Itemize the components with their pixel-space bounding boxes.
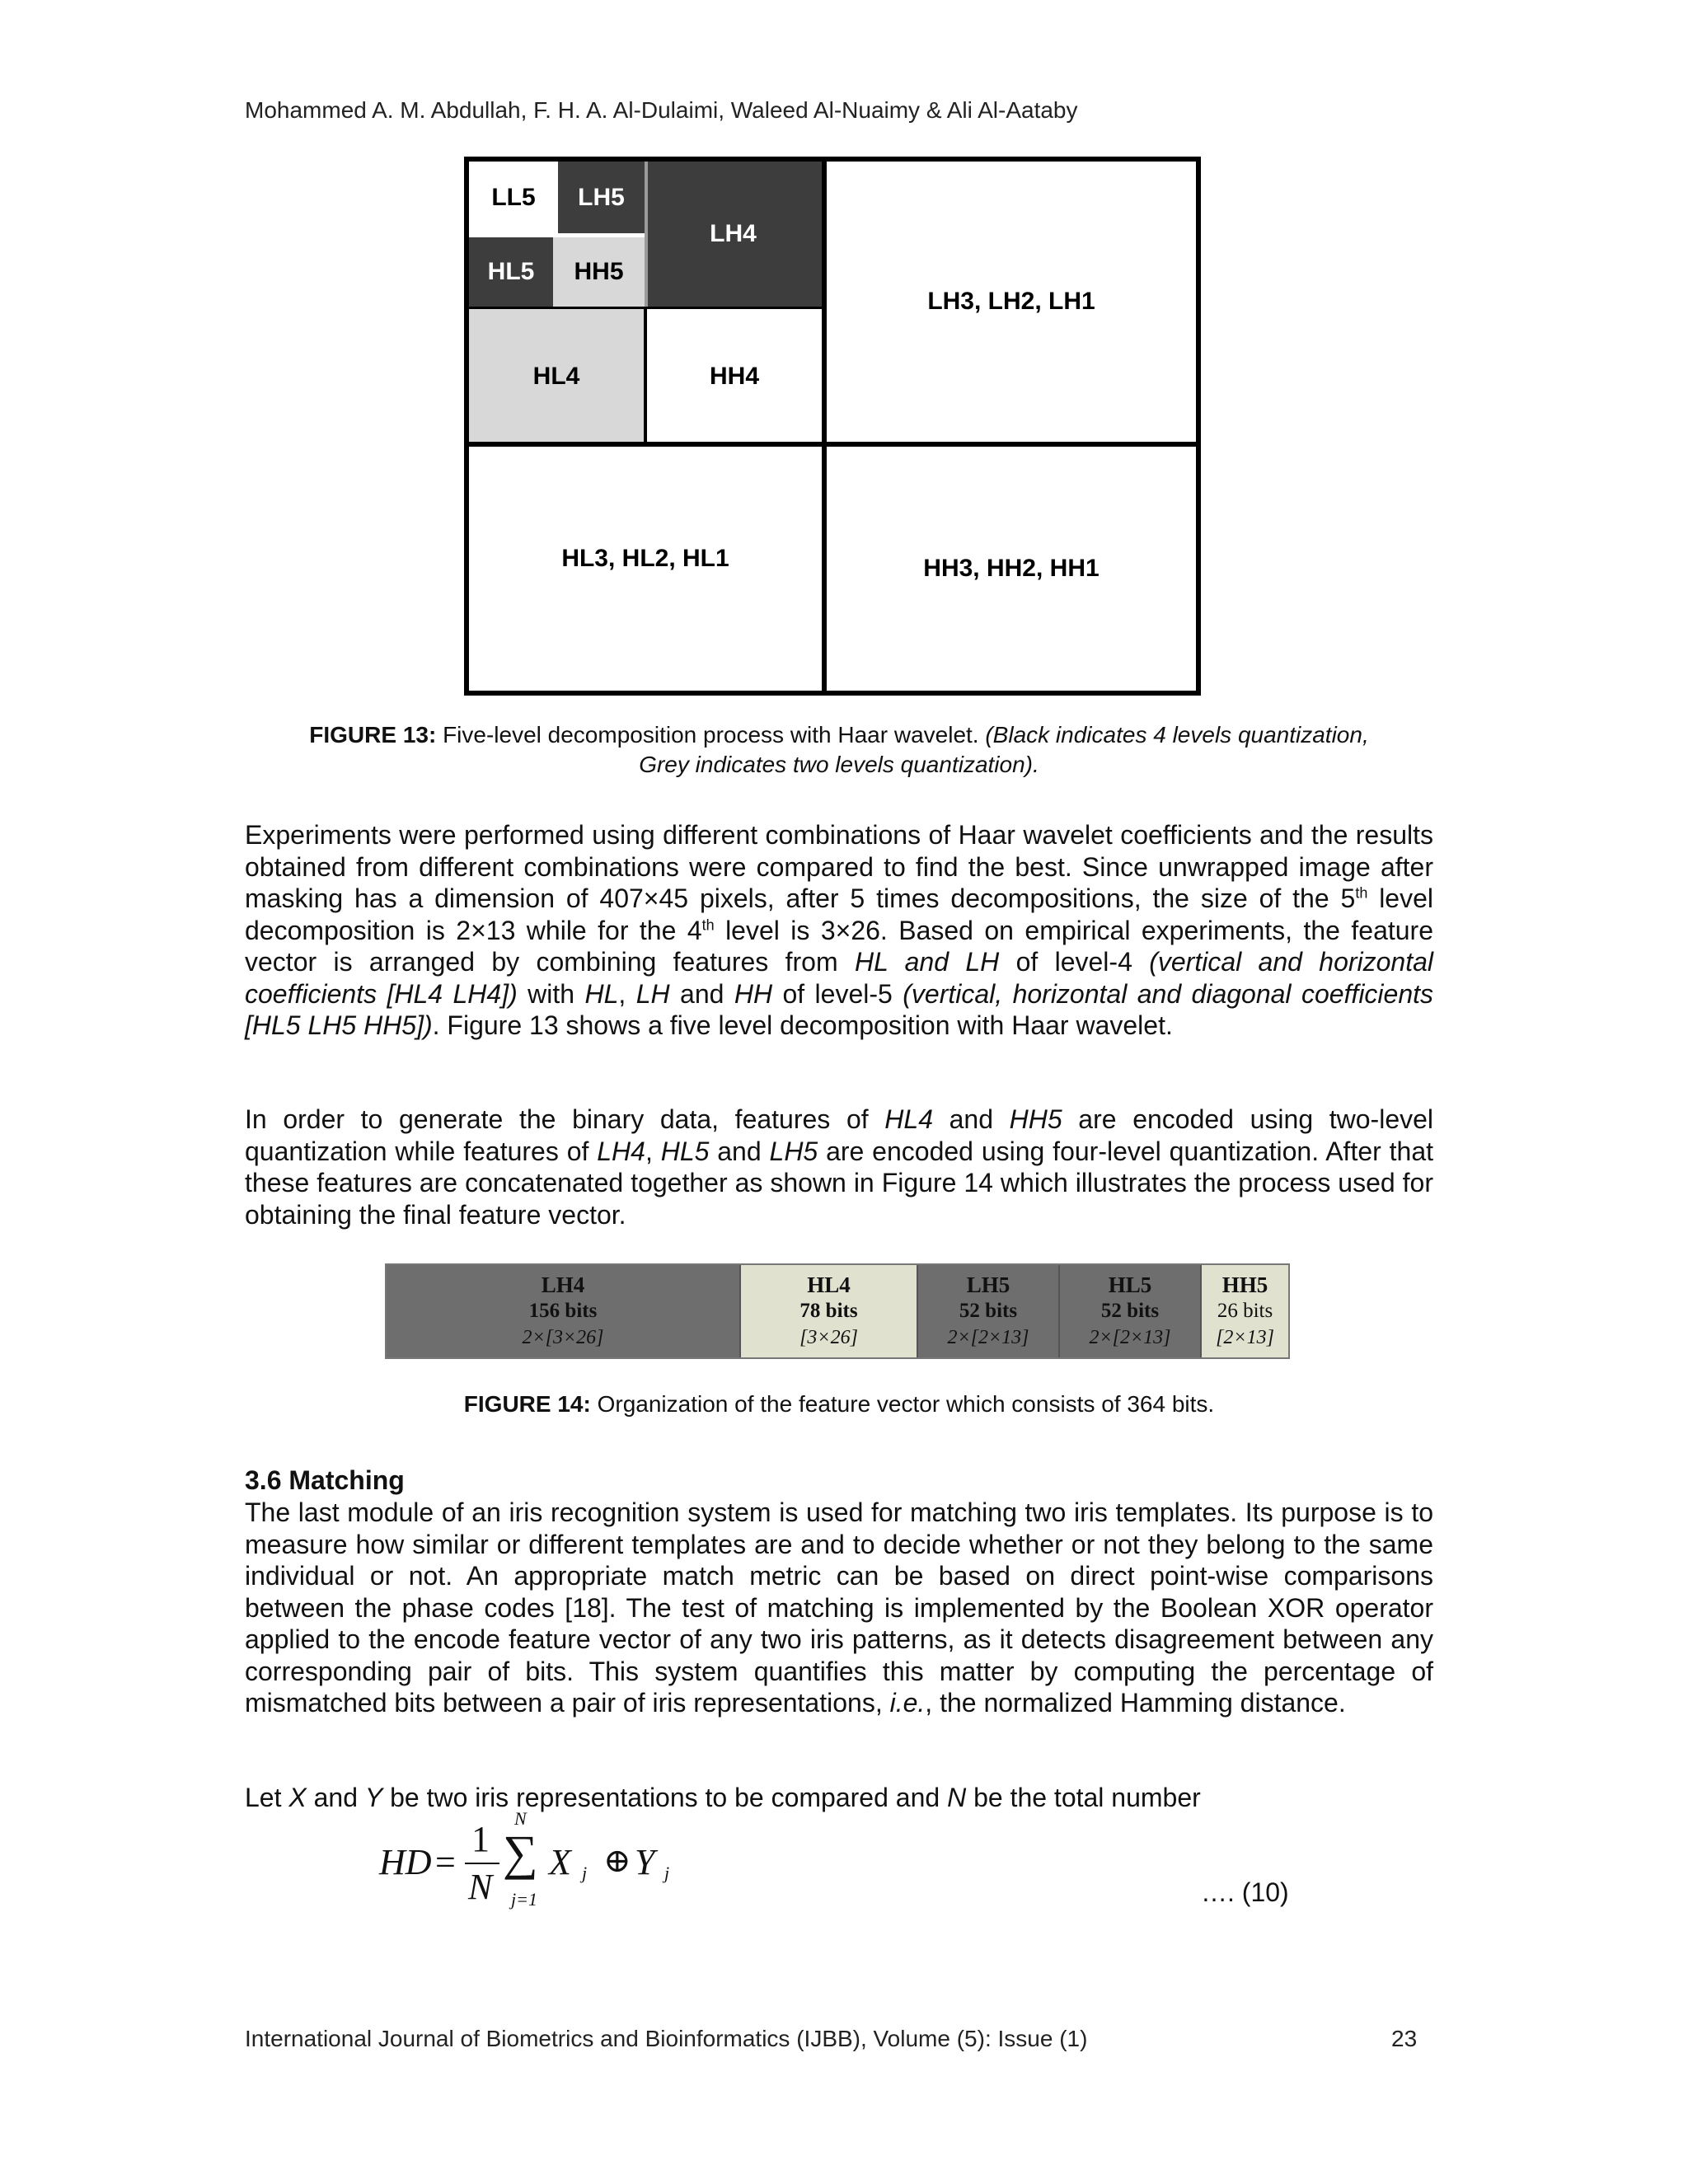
text: of level-4 [999, 947, 1150, 977]
subband-lh321: LH3, LH2, LH1 [927, 288, 1095, 315]
text: and [932, 1104, 1010, 1134]
italic-text: HH [734, 978, 773, 1009]
text: and [306, 1783, 365, 1812]
italic-text: HL [584, 978, 619, 1009]
segment-bits: 78 bits [799, 1300, 858, 1322]
paragraph-experiments [245, 819, 1433, 1042]
caption-label: FIGURE 13: [309, 722, 437, 748]
subband-hh321: HH3, HH2, HH1 [923, 555, 1100, 582]
text: and [669, 978, 734, 1009]
text: with [517, 978, 585, 1009]
paragraph-binary-data [245, 1104, 1433, 1230]
segment-bits: 52 bits [959, 1300, 1018, 1322]
caption-italic: (Black indicates 4 levels quantization, [985, 722, 1369, 748]
page-number: 23 [1391, 2026, 1418, 2051]
caption-text: Organization of the feature vector which consists of 364 bits. [590, 1391, 1215, 1417]
text: , the normalized Hamming distance. [925, 1688, 1346, 1718]
eq-equals: = [435, 1842, 456, 1882]
divider-line [644, 307, 647, 442]
italic-text: HH5 [1009, 1104, 1062, 1134]
segment-bits: 52 bits [1100, 1300, 1160, 1322]
segment-name: HL5 [1108, 1272, 1152, 1297]
divider-line [822, 162, 827, 691]
subband-ll5: LL5 [491, 183, 536, 211]
figure-13-caption [245, 720, 1433, 780]
eq-xor: ⊕ [603, 1842, 631, 1879]
subband-hh4: HH4 [709, 363, 759, 390]
figure-14-feature-vector [385, 1263, 1290, 1359]
eq-sub-j: j [664, 1863, 670, 1883]
italic-text: i.e. [889, 1688, 926, 1718]
eq-x: X [549, 1842, 571, 1882]
eq-sigma: ∑ [503, 1825, 538, 1880]
caption-text: Five-level decomposition process with Haar wavelet. [436, 722, 986, 748]
text: Let [245, 1783, 289, 1812]
italic-text: X [288, 1783, 307, 1812]
caption-line-2 [245, 750, 1433, 780]
subband-lh5: LH5 [558, 162, 645, 233]
eq-sub-j: j [582, 1863, 588, 1883]
segment-dim: 2×[2×13] [1089, 1327, 1171, 1348]
italic-text: Y [364, 1783, 383, 1812]
text: In order to generate the binary data, features of [245, 1104, 885, 1134]
segment-dim: [2×13] [1216, 1327, 1274, 1348]
segment-name: HH5 [1221, 1272, 1268, 1297]
subband-hl321: HL3, HL2, HL1 [561, 545, 729, 572]
text: The last module of an iris recognition system is used for matching two iris templates. Its purpose is to measure how similar or different templates are and to decide whether or not they belong to the same individual or not. An appropriate match metric can be based on direct point-wise comparisons between the phase codes [18]. The test of matching is implemented by the Boolean XOR operator applied to the encode feature vector of any two iris patterns, as it detects disagreement between any corresponding pair of bits. This system quantifies this matter by computing the percentage of mismatched bits between a pair of iris representations, [245, 1497, 1433, 1718]
eq-lower-limit: j=1 [511, 1889, 537, 1910]
text: of level-5 [772, 978, 903, 1009]
fraction-bar [465, 1863, 499, 1864]
eq-upper-limit: N [514, 1808, 527, 1829]
text: , [618, 978, 636, 1009]
paragraph-matching [245, 1497, 1433, 1719]
running-header: Mohammed A. M. Abdullah, F. H. A. Al-Dulaimi, Waleed Al-Nuaimy & Ali Al-Aataby [245, 97, 1078, 123]
text: level decomposition is 2×13 while for the 4 [245, 883, 1434, 945]
eq-numerator: 1 [471, 1819, 490, 1859]
superscript: th [701, 916, 715, 933]
segment-lh4 [387, 1265, 741, 1357]
segment-name: LH5 [966, 1272, 1010, 1297]
segment-bits: 26 bits [1217, 1300, 1273, 1322]
superscript: th [1355, 884, 1368, 902]
segment-bits: 156 bits [528, 1300, 598, 1322]
caption-italic: Grey indicates two levels quantization). [639, 752, 1039, 777]
text: and [709, 1136, 770, 1166]
text: Experiments were performed using different combinations of Haar wavelet coefficients and the results obtained from different combinations were compared to find the best. Since unwrapped image after masking has a dimension of 407×45 pixels, after 5 times decompositions, the size of the 5 [245, 820, 1433, 913]
italic-text: N [947, 1783, 967, 1812]
text: level is 3×26. Based on empirical experiments, the feature vector is arranged by combining features from [245, 915, 1434, 977]
segment-hl4 [741, 1265, 918, 1357]
text: , [645, 1136, 661, 1166]
italic-text: LH4 [597, 1136, 645, 1166]
text: are encoded using four-level quantization. After that these features are concatenated together as shown in Figure 14 which illustrates the process used for obtaining the final feature vector. [245, 1136, 1434, 1230]
italic-text: HL and LH [854, 947, 1000, 977]
italic-text: LH5 [769, 1136, 818, 1166]
text: be two iris representations to be compared and [382, 1783, 948, 1812]
segment-dim: 2×[3×26] [522, 1327, 604, 1348]
segment-lh5 [918, 1265, 1060, 1357]
eq-lhs: HD [379, 1842, 432, 1882]
paragraph-let-x-y [245, 1782, 1433, 1814]
equation-number: …. (10) [1201, 1877, 1289, 1907]
section-heading: 3.6 Matching [245, 1465, 405, 1495]
italic-text: (vertical and horizontal coefficients [HL4 LH4]) [245, 947, 1434, 1009]
divider-line [469, 442, 1196, 447]
segment-name: LH4 [541, 1272, 585, 1297]
italic-text: (vertical, horizontal and diagonal coefficients [HL5 LH5 HH5]) [245, 978, 1434, 1040]
segment-dim: [3×26] [799, 1327, 858, 1348]
subband-hl4: HL4 [469, 309, 644, 444]
figure-13-wavelet-diagram [464, 157, 1201, 696]
segment-hl5 [1060, 1265, 1202, 1357]
subband-hh5: HH5 [553, 237, 645, 307]
subband-lh4: LH4 [645, 162, 822, 307]
figure-14-caption [245, 1390, 1433, 1419]
eq-denominator: N [468, 1867, 493, 1907]
italic-text: HL5 [660, 1136, 710, 1166]
caption-label: FIGURE 14: [463, 1391, 591, 1417]
segment-name: HL4 [807, 1272, 851, 1297]
hamming-distance-equation [379, 1808, 791, 1920]
text: be the total number [966, 1783, 1201, 1812]
italic-text: LH [635, 978, 670, 1009]
italic-text: HL4 [884, 1104, 933, 1134]
caption-line-1 [245, 720, 1433, 750]
subband-hl5: HL5 [469, 237, 553, 307]
divider-line [645, 162, 648, 307]
segment-dim: 2×[2×13] [947, 1327, 1029, 1348]
eq-y: Y [635, 1842, 655, 1882]
segment-hh5 [1202, 1265, 1288, 1357]
text: . Figure 13 shows a five level decomposition with Haar wavelet. [432, 1010, 1173, 1040]
running-footer: International Journal of Biometrics and Bioinformatics (IJBB), Volume (5): Issue (1) [245, 2026, 1088, 2051]
text: are encoded using two-level quantization while features of [245, 1104, 1434, 1166]
